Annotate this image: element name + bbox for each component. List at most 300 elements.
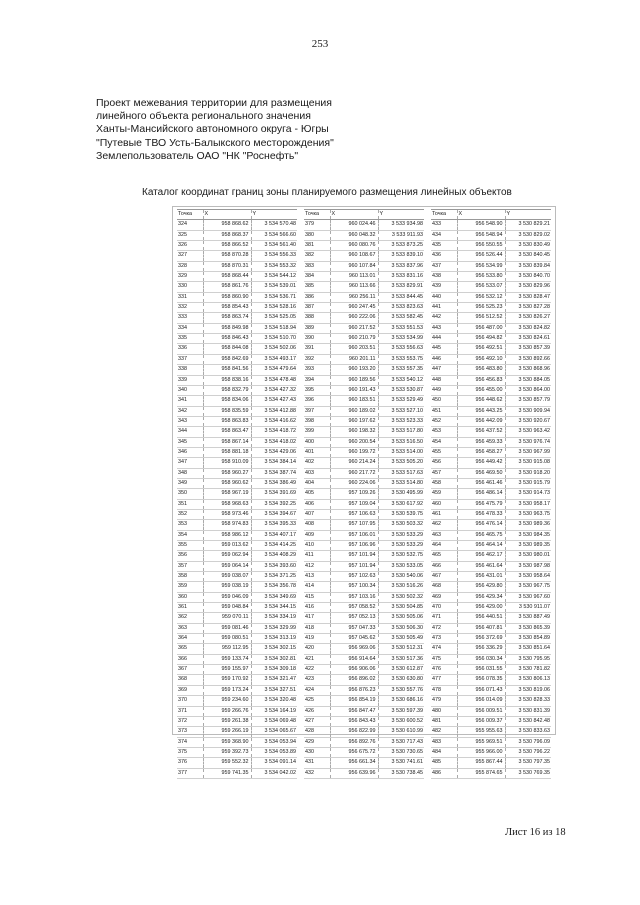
y-cell: 3 530 504.85	[378, 603, 424, 613]
y-cell: 3 530 958.17	[505, 499, 551, 509]
table-row	[431, 416, 551, 426]
table-row	[304, 251, 424, 261]
point-cell: 451	[431, 406, 457, 416]
point-cell: 387	[304, 303, 330, 313]
point-cell: 457	[431, 468, 457, 478]
table-row	[304, 551, 424, 561]
table-row	[177, 509, 297, 519]
table-row	[431, 334, 551, 344]
point-cell: 362	[177, 613, 203, 623]
point-cell: 439	[431, 282, 457, 292]
x-cell: 956 469.50	[457, 468, 505, 478]
table-row	[431, 685, 551, 695]
x-cell: 960 191.43	[330, 385, 378, 395]
x-cell: 960 222.06	[330, 313, 378, 323]
y-cell: 3 530 911.07	[505, 603, 551, 613]
point-cell: 390	[304, 334, 330, 344]
y-cell: 3 530 967.99	[505, 447, 551, 457]
y-cell: 3 530 868.96	[505, 365, 551, 375]
x-cell: 959 112.95	[203, 644, 251, 654]
point-cell: 462	[431, 520, 457, 530]
x-cell: 956 550.55	[457, 241, 505, 251]
y-cell: 3 534 329.99	[251, 623, 297, 633]
y-cell: 3 530 915.08	[505, 458, 551, 468]
point-cell: 343	[177, 416, 203, 426]
y-cell: 3 530 989.35	[505, 541, 551, 551]
y-cell: 3 530 495.99	[378, 489, 424, 499]
y-cell: 3 533 529.49	[378, 396, 424, 406]
table-row	[304, 220, 424, 230]
point-cell: 381	[304, 241, 330, 251]
x-cell: 958 860.90	[203, 292, 251, 302]
y-cell: 3 530 887.49	[505, 613, 551, 623]
table-row	[304, 654, 424, 664]
x-cell: 956 449.42	[457, 458, 505, 468]
point-cell: 334	[177, 323, 203, 333]
point-cell: 459	[431, 489, 457, 499]
point-cell: 329	[177, 272, 203, 282]
table-row	[304, 592, 424, 602]
table-row	[431, 303, 551, 313]
x-cell: 956 854.19	[330, 696, 378, 706]
x-cell: 956 475.79	[457, 499, 505, 509]
table-row	[177, 230, 297, 240]
x-cell: 957 106.01	[330, 530, 378, 540]
y-cell: 3 530 840.45	[505, 251, 551, 261]
point-cell: 388	[304, 313, 330, 323]
y-cell: 3 533 556.63	[378, 344, 424, 354]
page-number: 253	[311, 38, 329, 50]
table-row	[431, 406, 551, 416]
point-cell: 441	[431, 303, 457, 313]
y-cell: 3 530 797.35	[505, 758, 551, 768]
point-cell: 461	[431, 509, 457, 519]
table-row	[304, 447, 424, 457]
table-row	[431, 613, 551, 623]
table-row	[304, 541, 424, 551]
header-line-5: Землепользователь ОАО "НК "Роснефть"	[96, 149, 299, 162]
y-cell: 3 534 553.32	[251, 261, 297, 271]
point-cell: 477	[431, 675, 457, 685]
x-cell: 956 455.00	[457, 385, 505, 395]
table-row	[304, 282, 424, 292]
point-cell: 484	[431, 747, 457, 757]
y-cell: 3 534 544.12	[251, 272, 297, 282]
point-cell: 426	[304, 706, 330, 716]
y-cell: 3 534 570.48	[251, 220, 297, 230]
y-cell: 3 534 349.69	[251, 592, 297, 602]
point-cell: 466	[431, 561, 457, 571]
point-cell: 366	[177, 654, 203, 664]
x-cell: 956 461.64	[457, 561, 505, 571]
x-cell: 955 874.65	[457, 768, 505, 778]
point-cell: 394	[304, 375, 330, 385]
x-cell: 960 183.51	[330, 396, 378, 406]
y-cell: 3 534 502.06	[251, 344, 297, 354]
table-row	[177, 592, 297, 602]
table-row	[304, 613, 424, 623]
x-cell: 956 478.33	[457, 509, 505, 519]
table-row	[431, 282, 551, 292]
point-cell: 331	[177, 292, 203, 302]
table-row	[304, 230, 424, 240]
y-cell: 3 534 327.51	[251, 685, 297, 695]
coordinates-catalog	[172, 206, 556, 776]
point-cell: 410	[304, 541, 330, 551]
point-cell: 373	[177, 727, 203, 737]
point-cell: 416	[304, 603, 330, 613]
y-cell: 3 530 533.05	[378, 561, 424, 571]
y-cell: 3 533 523.33	[378, 416, 424, 426]
x-cell: 958 844.08	[203, 344, 251, 354]
point-cell: 339	[177, 375, 203, 385]
point-cell: 444	[431, 334, 457, 344]
table-row	[304, 344, 424, 354]
point-cell: 465	[431, 551, 457, 561]
x-cell: 956 512.52	[457, 313, 505, 323]
table-row	[177, 292, 297, 302]
y-cell: 3 533 540.12	[378, 375, 424, 385]
table-row	[177, 251, 297, 261]
table-row	[177, 737, 297, 747]
y-cell: 3 534 391.69	[251, 489, 297, 499]
y-cell: 3 534 356.78	[251, 582, 297, 592]
table-row	[177, 685, 297, 695]
table-row	[304, 396, 424, 406]
point-cell: 324	[177, 220, 203, 230]
x-cell: 956 429.34	[457, 592, 505, 602]
table-row	[177, 551, 297, 561]
x-cell: 956 448.62	[457, 396, 505, 406]
table-row	[431, 230, 551, 240]
y-cell: 3 530 920.67	[505, 416, 551, 426]
table-row	[177, 582, 297, 592]
table-row	[431, 458, 551, 468]
y-cell: 3 533 831.16	[378, 272, 424, 282]
y-cell: 3 530 512.31	[378, 644, 424, 654]
y-cell: 3 534 392.25	[251, 499, 297, 509]
header-point: Точка	[177, 210, 203, 220]
y-cell: 3 534 536.71	[251, 292, 297, 302]
y-cell: 3 530 915.79	[505, 478, 551, 488]
y-cell: 3 530 984.35	[505, 530, 551, 540]
x-cell: 956 442.09	[457, 416, 505, 426]
y-cell: 3 530 517.36	[378, 654, 424, 664]
x-cell: 959 552.32	[203, 758, 251, 768]
x-cell: 956 440.51	[457, 613, 505, 623]
point-cell: 411	[304, 551, 330, 561]
y-cell: 3 534 414.25	[251, 541, 297, 551]
x-cell: 959 064.14	[203, 561, 251, 571]
y-cell: 3 530 533.29	[378, 530, 424, 540]
table-row	[431, 696, 551, 706]
y-cell: 3 530 539.75	[378, 509, 424, 519]
point-cell: 453	[431, 427, 457, 437]
y-cell: 3 530 617.92	[378, 499, 424, 509]
y-cell: 3 530 833.63	[505, 727, 551, 737]
point-cell: 363	[177, 623, 203, 633]
table-row	[304, 706, 424, 716]
y-cell: 3 530 610.99	[378, 727, 424, 737]
y-cell: 3 534 313.19	[251, 634, 297, 644]
y-cell: 3 530 730.65	[378, 747, 424, 757]
table-header-row	[177, 210, 297, 220]
table-row	[431, 220, 551, 230]
table-row	[177, 520, 297, 530]
table-row	[304, 747, 424, 757]
point-cell: 406	[304, 499, 330, 509]
x-cell: 956 456.83	[457, 375, 505, 385]
point-cell: 427	[304, 716, 330, 726]
table-row	[177, 706, 297, 716]
x-cell: 956 078.35	[457, 675, 505, 685]
x-cell: 958 863.74	[203, 313, 251, 323]
table-row	[304, 458, 424, 468]
header-x: X	[457, 210, 505, 220]
header-line-4: "Путевые ТВО Усть-Балыкского месторождения"	[96, 136, 334, 149]
y-cell: 3 534 091.14	[251, 758, 297, 768]
table-row	[304, 499, 424, 509]
y-cell: 3 533 582.45	[378, 313, 424, 323]
y-cell: 3 534 334.19	[251, 613, 297, 623]
table-row	[177, 613, 297, 623]
x-cell: 955 969.51	[457, 737, 505, 747]
point-cell: 436	[431, 251, 457, 261]
y-cell: 3 530 827.28	[505, 303, 551, 313]
table-row	[304, 272, 424, 282]
table-row	[177, 675, 297, 685]
y-cell: 3 533 873.25	[378, 241, 424, 251]
point-cell: 424	[304, 685, 330, 695]
y-cell: 3 530 796.09	[505, 737, 551, 747]
table-row	[304, 675, 424, 685]
point-cell: 438	[431, 272, 457, 282]
table-row	[177, 272, 297, 282]
x-cell: 959 234.60	[203, 696, 251, 706]
point-cell: 348	[177, 468, 203, 478]
table-row	[431, 478, 551, 488]
table-row	[177, 654, 297, 664]
table-row	[304, 572, 424, 582]
y-cell: 3 533 553.75	[378, 354, 424, 364]
x-cell: 956 464.14	[457, 541, 505, 551]
x-cell: 960 048.32	[330, 230, 378, 240]
x-cell: 957 106.63	[330, 509, 378, 519]
point-cell: 338	[177, 365, 203, 375]
y-cell: 3 533 911.93	[378, 230, 424, 240]
x-cell: 956 532.12	[457, 292, 505, 302]
point-cell: 361	[177, 603, 203, 613]
x-cell: 957 107.95	[330, 520, 378, 530]
y-cell: 3 530 806.13	[505, 675, 551, 685]
point-cell: 423	[304, 675, 330, 685]
point-cell: 418	[304, 623, 330, 633]
y-cell: 3 534 321.47	[251, 675, 297, 685]
y-cell: 3 530 987.98	[505, 561, 551, 571]
table-row	[304, 437, 424, 447]
y-cell: 3 530 506.30	[378, 623, 424, 633]
x-cell: 956 492.10	[457, 354, 505, 364]
y-cell: 3 534 539.01	[251, 282, 297, 292]
header-line-1: Проект межевания территории для размещения	[96, 97, 332, 109]
x-cell: 958 834.06	[203, 396, 251, 406]
y-cell: 3 534 429.06	[251, 447, 297, 457]
y-cell: 3 533 557.35	[378, 365, 424, 375]
point-cell: 399	[304, 427, 330, 437]
point-cell: 485	[431, 758, 457, 768]
y-cell: 3 533 839.10	[378, 251, 424, 261]
y-cell: 3 530 854.89	[505, 634, 551, 644]
table-row	[177, 375, 297, 385]
table-row	[304, 385, 424, 395]
y-cell: 3 530 826.27	[505, 313, 551, 323]
point-cell: 375	[177, 747, 203, 757]
point-cell: 382	[304, 251, 330, 261]
point-cell: 368	[177, 675, 203, 685]
x-cell: 956 483.80	[457, 365, 505, 375]
x-cell: 960 217.72	[330, 468, 378, 478]
table-row	[304, 489, 424, 499]
table-row	[304, 665, 424, 675]
point-cell: 347	[177, 458, 203, 468]
table-row	[177, 665, 297, 675]
x-cell: 960 214.24	[330, 458, 378, 468]
point-cell: 336	[177, 344, 203, 354]
y-cell: 3 534 510.70	[251, 334, 297, 344]
y-cell: 3 530 829.21	[505, 220, 551, 230]
point-cell: 468	[431, 582, 457, 592]
table-row	[431, 716, 551, 726]
document-header	[96, 97, 334, 163]
x-cell: 956 896.02	[330, 675, 378, 685]
point-cell: 380	[304, 230, 330, 240]
y-cell: 3 530 505.06	[378, 613, 424, 623]
table-row	[304, 716, 424, 726]
y-cell: 3 530 824.82	[505, 323, 551, 333]
y-cell: 3 530 963.75	[505, 509, 551, 519]
table-row	[431, 499, 551, 509]
x-cell: 956 030.34	[457, 654, 505, 664]
table-row	[304, 727, 424, 737]
y-cell: 3 530 840.70	[505, 272, 551, 282]
point-cell: 340	[177, 385, 203, 395]
x-cell: 959 080.51	[203, 634, 251, 644]
x-cell: 960 199.72	[330, 447, 378, 457]
y-cell: 3 530 892.66	[505, 354, 551, 364]
x-cell: 960 224.06	[330, 478, 378, 488]
y-cell: 3 534 042.02	[251, 768, 297, 778]
x-cell: 958 868.37	[203, 230, 251, 240]
y-cell: 3 534 309.18	[251, 665, 297, 675]
x-cell: 959 013.62	[203, 541, 251, 551]
point-cell: 432	[304, 768, 330, 778]
table-row	[177, 716, 297, 726]
point-cell: 446	[431, 354, 457, 364]
table-row	[431, 292, 551, 302]
x-cell: 956 071.43	[457, 685, 505, 695]
y-cell: 3 530 967.75	[505, 582, 551, 592]
y-cell: 3 534 320.48	[251, 696, 297, 706]
table-row	[304, 696, 424, 706]
x-cell: 957 052.13	[330, 613, 378, 623]
header-y: Y	[505, 210, 551, 220]
x-cell: 958 866.52	[203, 241, 251, 251]
y-cell: 3 534 394.67	[251, 509, 297, 519]
x-cell: 958 861.76	[203, 282, 251, 292]
y-cell: 3 534 561.40	[251, 241, 297, 251]
point-cell: 350	[177, 489, 203, 499]
x-cell: 957 058.52	[330, 603, 378, 613]
x-cell: 960 203.51	[330, 344, 378, 354]
table-row	[304, 313, 424, 323]
point-cell: 467	[431, 572, 457, 582]
table-row	[304, 354, 424, 364]
table-row	[177, 747, 297, 757]
y-cell: 3 530 781.82	[505, 665, 551, 675]
table-row	[177, 530, 297, 540]
y-cell: 3 533 514.80	[378, 478, 424, 488]
header-point: Точка	[304, 210, 330, 220]
x-cell: 960 189.56	[330, 375, 378, 385]
x-cell: 956 639.96	[330, 768, 378, 778]
x-cell: 957 103.16	[330, 592, 378, 602]
point-cell: 359	[177, 582, 203, 592]
y-cell: 3 534 478.48	[251, 375, 297, 385]
point-cell: 349	[177, 478, 203, 488]
point-cell: 376	[177, 758, 203, 768]
x-cell: 956 675.72	[330, 747, 378, 757]
point-cell: 486	[431, 768, 457, 778]
table-row	[431, 520, 551, 530]
table-row	[431, 241, 551, 251]
catalog-title: Каталог координат границ зоны планируемого размещения линейных объектов	[142, 187, 512, 198]
x-cell: 960 201.11	[330, 354, 378, 364]
point-cell: 391	[304, 344, 330, 354]
table-row	[431, 261, 551, 271]
x-cell: 958 849.98	[203, 323, 251, 333]
x-cell: 956 847.47	[330, 706, 378, 716]
point-cell: 421	[304, 654, 330, 664]
y-cell: 3 530 989.36	[505, 520, 551, 530]
x-cell: 960 247.45	[330, 303, 378, 313]
point-cell: 449	[431, 385, 457, 395]
x-cell: 959 170.92	[203, 675, 251, 685]
table-row	[304, 582, 424, 592]
table-row	[431, 634, 551, 644]
y-cell: 3 533 505.20	[378, 458, 424, 468]
y-cell: 3 530 686.16	[378, 696, 424, 706]
table-row	[304, 416, 424, 426]
table-row	[304, 561, 424, 571]
point-cell: 403	[304, 468, 330, 478]
table-row	[177, 499, 297, 509]
y-cell: 3 534 053.94	[251, 737, 297, 747]
y-cell: 3 530 914.73	[505, 489, 551, 499]
x-cell: 960 198.32	[330, 427, 378, 437]
table-row	[177, 541, 297, 551]
point-cell: 402	[304, 458, 330, 468]
point-cell: 401	[304, 447, 330, 457]
x-cell: 958 973.46	[203, 509, 251, 519]
point-cell: 425	[304, 696, 330, 706]
point-cell: 337	[177, 354, 203, 364]
header-y: Y	[378, 210, 424, 220]
y-cell: 3 534 053.89	[251, 747, 297, 757]
point-cell: 369	[177, 685, 203, 695]
y-cell: 3 534 387.74	[251, 468, 297, 478]
y-cell: 3 534 395.33	[251, 520, 297, 530]
y-cell: 3 533 551.53	[378, 323, 424, 333]
